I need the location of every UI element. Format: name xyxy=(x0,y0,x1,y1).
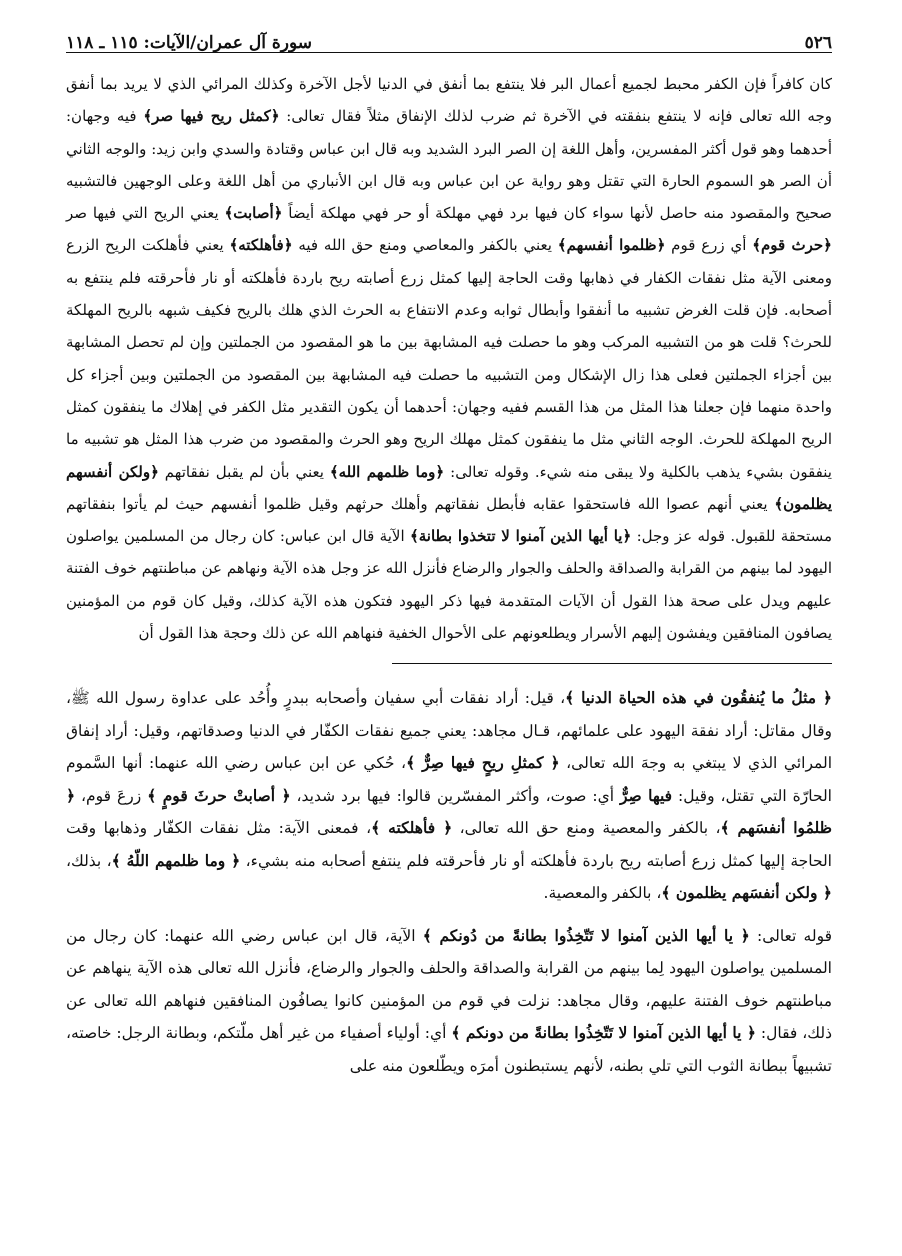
quran-quote: فيها صِرٌّ xyxy=(619,785,673,805)
footnote-paragraph xyxy=(66,682,832,910)
text-run: أي زرع قوم xyxy=(665,236,753,255)
quran-quote: ﴿ولكن أنفسهم يظلمون﴾ xyxy=(66,462,832,513)
quran-quote: ﴿ أصابتْ حرثَ قومٍ ﴾ xyxy=(147,785,291,805)
page-number: ٥٢٦ xyxy=(804,33,832,53)
text-run: ، بالكفر والمعصية ومنع حق الله تعالى، xyxy=(452,819,721,838)
quran-quote: ﴿ظلموا أنفسهم﴾ xyxy=(557,236,666,255)
quran-quote: ﴿ وما ظلمهم اللّهُ ﴾ xyxy=(111,850,241,870)
text-run: زرعَ قوم، xyxy=(75,786,148,805)
quran-quote: ﴿ مثلُ ما يُنفقُون في هذه الحياة الدنيا ﴾ xyxy=(565,688,832,708)
text-run: ، بالكفر والمعصية. xyxy=(543,884,662,903)
text-run: ، حُكي عن ابن عباس رضي الله عنهما: أنها السَّموم الحارّة التي تقتل، وقيل: xyxy=(66,754,832,805)
text-run: أي: صوت، وأكثر المفسّرين قالوا: فيها برد شديد، xyxy=(290,786,620,805)
quran-quote: ﴿حرث قوم﴾ xyxy=(752,236,832,255)
text-run: يعني بأن لم يقبل نفقاتهم xyxy=(158,462,330,481)
quran-quote: ﴿يا أيها الذين آمنوا لا تتخذوا بطانة﴾ xyxy=(409,527,632,546)
quran-quote: ﴿أصابت﴾ xyxy=(224,204,283,223)
text-run: أي: أولياء أصفياء من غير أهل ملّتكم، وبطانة الرجل: خاصته، تشبيهاً ببطانة الثوب التي تلي بطنه، لأنهم يستبطنون أمرَه ويطّلعون منه على xyxy=(66,1024,832,1075)
quran-quote: ﴿ ولكن أنفسَهم يظلمون ﴾ xyxy=(661,883,832,903)
main-text xyxy=(66,68,832,649)
main-paragraph xyxy=(66,68,832,649)
text-run: فيه وجهان: أحدهما وهو قول أكثر المفسرين، وأهل اللغة إن الصر البرد الشديد وبه قال ابن عباس وقتادة والسدي وابن زيد: والوجه الثاني أن الصر هو السموم الحارة التي تقتل وهو رواية عن ابن عباس وبه قال ابن الأنباري من أهل اللغة وعلى الوجهين فالتشبيه صحيح والمقصود منه حاصل لأنها سواء كان فيها برد فهي مهلكة أو حر فهي مهلكة أيضاً xyxy=(66,107,832,223)
footnote-separator xyxy=(392,663,832,664)
footnote-paragraph xyxy=(66,920,832,1083)
quran-quote: ﴿ كمثلِ ريحٍ فيها صِرٌّ ﴾ xyxy=(406,753,560,773)
text-run: ، بذلك، xyxy=(66,851,112,870)
quran-quote: ﴿ فأهلكته ﴾ xyxy=(371,818,453,838)
text-run: يعني بالكفر والمعاصي ومنع حق الله فيه xyxy=(292,236,558,255)
text-run: ، قيل: أراد نفقات أبي سفيان وأصحابه ببدرٍ وأُحُد على عداوة رسول الله ﷺ، وقال مقاتل: أراد نفقة اليهود على علمائهم، قـال مجاهد: يعني جميع نفقات الكفّار في الدنيا وصدقاتهم، وقيل: أراد إنفاق المرائي الذي لا يبتغي به وجهَ الله تعالى، xyxy=(66,689,832,773)
text-run: يعني الريح التي فيها صر xyxy=(66,204,225,223)
quran-quote: ﴿ يا أيها الذين آمنوا لا تَتّخِذُوا بطانةً من دُونكم ﴾ xyxy=(422,925,750,945)
running-title: سورة آل عمران/الآيات: ١١٥ ـ ١١٨ xyxy=(66,33,312,53)
quran-quote: ﴿وما ظلمهم الله﴾ xyxy=(329,462,445,481)
text-run: يعني فأهلكت الريح الزرع ومعنى الآية مثل نفقات الكفار في ذهابها وقت الحاجة إليها كمثل زرع أصابته ريح باردة فأهلكته أو نار فأحرقته فلم ينتفع به أصحابه. فإن قلت الغرض تشبيه ما أنفقوا وأبطال ثوابه وعدم الانتفاع به الحرث الذي هلك بالريح فكيف شبهه بالريح المهلكة للحرث؟ قلت هو من التشبيه المركب وهو ما حصلت فيه المشابهة بين ما هو المقصود من الجملتين وإن لم تحصل المشابهة بين أجزاء الجملتين فعلى هذا زال الإشكال ومن التشبيه ما حصلت فيه المشابهة بين المقصود من الجملتين وبين أجزاء كل واحدة منهما فإن جعلنا هذا المثل من هذا القسم ففيه وجهان: أحدهما أن يكون التقدير مثل الكفر في إهلاك ما ينفقون كمثل الريح المهلكة للحرث. الوجه الثاني مثل ما ينفقون كمثل مهلك الريح وهو الحرث والمقصود من ضرب هذا المثل هو تشبيه ما ينفقون بشيء يذهب بالكلية ولا يبقى منه شيء. وقوله تعالى: xyxy=(66,236,832,481)
text-run: ، فمعنى الآية: مثل نفقات الكفّار وذهابها وقت الحاجة إليها كمثل زرع أصابته ريح باردة فأهلكته أو نار فأحرقته فلم ينتفع أصحابه منه بشيء، xyxy=(66,819,832,870)
quran-quote: ﴿ يا أيها الذين آمنوا لا تَتّخِذُوا بطانةً من دونكم ﴾ xyxy=(451,1023,756,1043)
quran-quote: ﴿فأهلكته﴾ xyxy=(229,236,293,255)
header-rule xyxy=(66,52,832,53)
page-header xyxy=(66,26,832,60)
text-run: يعني أنهم عصوا الله فاستحقوا عقابه فأبطل نفقاتهم وأهلك حرثهم وقيل ظلموا أنفسهم حيث لم يأتوا بنفقاتهم مستحقة للقبول. قوله عز وجل: xyxy=(66,494,833,546)
quran-quote: ﴿كمثل ريح فيها صر﴾ xyxy=(143,107,280,126)
text-run: الآية قال ابن عباس: كان رجال من المسلمين يواصلون اليهود لما بينهم من القرابة والصداقة والحلف والجوار والرضاع فأنزل الله عز وجل هذه الآية ونهاهم عن مباطنتهم خوف الفتنة عليهم ويدل على صحة هذا القول أن الآيات المتقدمة فيها ذكر اليهود فتكون هذه الآية كذلك، وقيل كان قوم من المؤمنين يصافون المنافقين ويفشون إليهم الأسرار ويطلعونهم على الأحوال الخفية فنهاهم الله عن ذلك وحجة هذا القول أن xyxy=(66,527,832,643)
footnotes xyxy=(66,682,832,1082)
quran-quote: ﴿ ظلمُوا أنفسَهم ﴾ xyxy=(66,785,832,838)
text-run: كان كافراً فإن الكفر محبط لجميع أعمال البر فلا ينتفع بما أنفق في الدنيا لأجل الآخرة وكذلك المرائي الذي لا يريد بما أنفق وجه الله تعالى فإنه لا ينتفع بنفقته في الآخرة ثم ضرب لذلك الإنفاق مثلاً فقال تعالى: xyxy=(66,75,832,126)
text-run: قوله تعالى: xyxy=(749,926,832,945)
text-run: الآية، قال ابن عباس رضي الله عنهما: كان رجال من المسلمين يواصلون اليهود لِما بينهم من القرابة والصداقة والحلف والجوار والرضاع، فأنزل الله تعالى هذه الآية ينهاهم عن مباطنتهم خوف الفتنة عليهم، وقال مجاهد: نزلت في قوم من المؤمنين كانوا يصافُون المنافقين فنهاهم الله تعالى عن ذلك، فقال: xyxy=(66,926,832,1043)
